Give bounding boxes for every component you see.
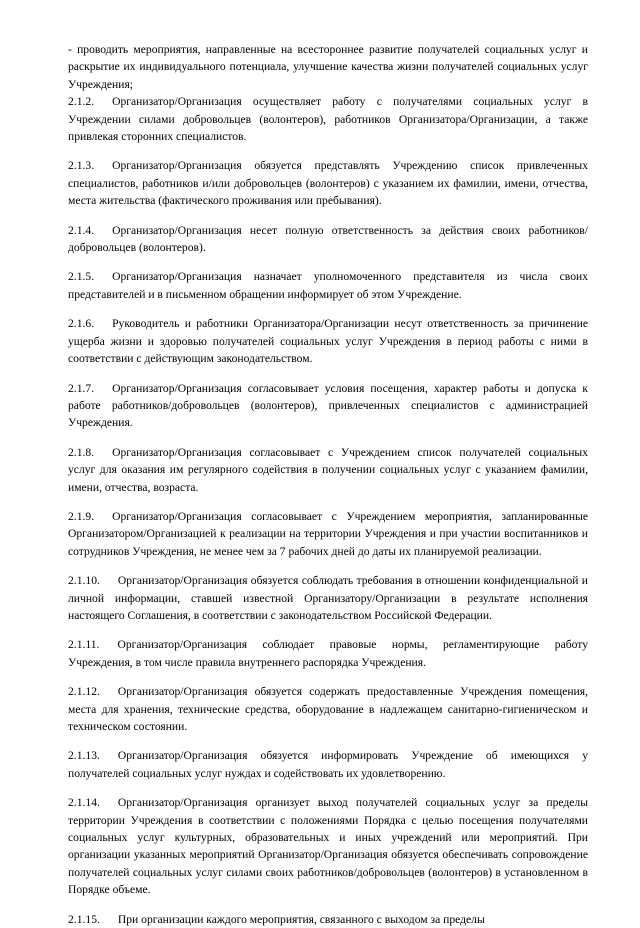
paragraph-text: Организатор/Организация обязуется представлять Учреждению список привлеченных специалистов, работников и/или добровольцев (волонтеров) с указанием их фамилии, имени, отчества, места жительства (фактического проживания или пребывания). (68, 159, 588, 208)
clause-number: 2.1.5. (68, 270, 95, 284)
paragraph-text: Организатор/Организация согласовывает условия посещения, характер работы и допуска к работе работников/добровольцев (волонтеров), привлеченных специалистов с администрацией Учреждения. (68, 381, 588, 430)
paragraph-text: Организатор/Организация согласовывает с Учреждением список получателей социальных услуг для оказания им регулярного содействия в получении социальных услуг с указанием фамилии, имени, отчества, возраста. (68, 445, 588, 494)
paragraph-text: - проводить мероприятия, направленные на всестороннее развитие получателей социальных услуг и раскрытие их индивидуального потенциала, улучшение качества жизни получателей социальных услуг Учреждения; (68, 43, 588, 91)
paragraph-text: Руководитель и работники Организатора/Организации несут ответственность за причинение ущерба жизни и здоровью получателей социальных услуг Учреждения в период работы с ними в соответствии с действующим законодательством. (68, 317, 588, 366)
clause-number: 2.1.6. (68, 317, 95, 331)
paragraph-text: Организатор/Организация назначает уполномоченного представителя из числа своих представителей и в письменном обращении информирует об этом Учреждение. (68, 270, 588, 301)
paragraph-text: Организатор/Организация соблюдает правовые нормы, регламентирующие работу Учреждения, в том числе правила внутреннего распорядка Учреждения. (68, 638, 588, 669)
paragraph-text: Организатор/Организация обязуется информировать Учреждение об имеющихся у получателей социальных услуг нуждах и содействовать их удовлетворению. (68, 749, 588, 780)
clause-number: 2.1.3. (68, 159, 95, 173)
paragraph-text: Организатор/Организация согласовывает с Учреждением мероприятия, запланированные Организатором/Организацией к реализации на территории Учреждения и при участии воспитанников и сотрудников Учреждения, не менее чем за 7 рабочих дней до даты их планируемой реализации. (68, 509, 588, 558)
paragraph-text: Организатор/Организация обязуется соблюдать требования в отношении конфиденциальной и личной информации, ставшей известной Организатору/Организации в результате исполнения настоящего Соглашения, в соответствии с законодательством Российской Федерации. (68, 574, 588, 622)
paragraph-intro (68, 41, 588, 93)
paragraph-2-1-13 (68, 747, 588, 782)
clause-number: 2.1.4. (68, 223, 95, 237)
clause-number: 2.1.13. (68, 749, 100, 763)
clause-number: 2.1.9. (68, 509, 95, 523)
clause-number: 2.1.12. (68, 685, 100, 699)
paragraph-2-1-4 (68, 222, 588, 257)
paragraph-2-1-12 (68, 683, 588, 735)
paragraph-2-1-9 (68, 508, 588, 560)
paragraph-2-1-6 (68, 315, 588, 367)
paragraph-2-1-14 (68, 794, 588, 898)
clause-number: 2.1.10. (68, 574, 100, 588)
paragraph-text: Организатор/Организация организует выход получателей социальных услуг за пределы территории Учреждения в соответствии с положениями Порядка с целью посещения получателями социальных услуг культурных, образовательных и иных учреждений или мероприятий. При организации указанных мероприятий Организатор/Организация обязуется обеспечивать сопровождение получателей социальных услуг силами своих работников/добровольцев (волонтеров) в установленном в Порядке объеме. (68, 796, 588, 897)
clause-number: 2.1.14. (68, 796, 100, 810)
paragraph-2-1-3 (68, 157, 588, 209)
paragraph-text: Организатор/Организация обязуется содержать предоставленные Учреждения помещения, места для хранения, технические средства, оборудование в надлежащем санитарно-гигиеническом и техническом состоянии. (68, 685, 588, 733)
paragraph-2-1-15 (68, 911, 588, 928)
paragraph-text: При организации каждого мероприятия, связанного с выходом за пределы (117, 912, 485, 926)
paragraph-text: Организатор/Организация осуществляет работу с получателями социальных услуг в Учреждении силами добровольцев (волонтеров), работников Организатора/Организации, а также привлекая сторонних специалистов. (68, 95, 588, 144)
clause-number: 2.1.7. (68, 381, 95, 395)
paragraph-text: Организатор/Организация несет полную ответственность за действия своих работников/добровольцев (волонтеров). (68, 223, 588, 255)
clause-number: 2.1.11. (68, 638, 100, 652)
paragraph-2-1-8 (68, 444, 588, 496)
clause-number: 2.1.15. (68, 912, 100, 926)
paragraph-2-1-2 (68, 93, 588, 145)
paragraph-2-1-10 (68, 572, 588, 624)
paragraph-2-1-5 (68, 268, 588, 303)
paragraph-2-1-7 (68, 380, 588, 432)
paragraph-2-1-11 (68, 636, 588, 671)
clause-number: 2.1.8. (68, 445, 95, 459)
clause-number: 2.1.2. (68, 95, 95, 109)
